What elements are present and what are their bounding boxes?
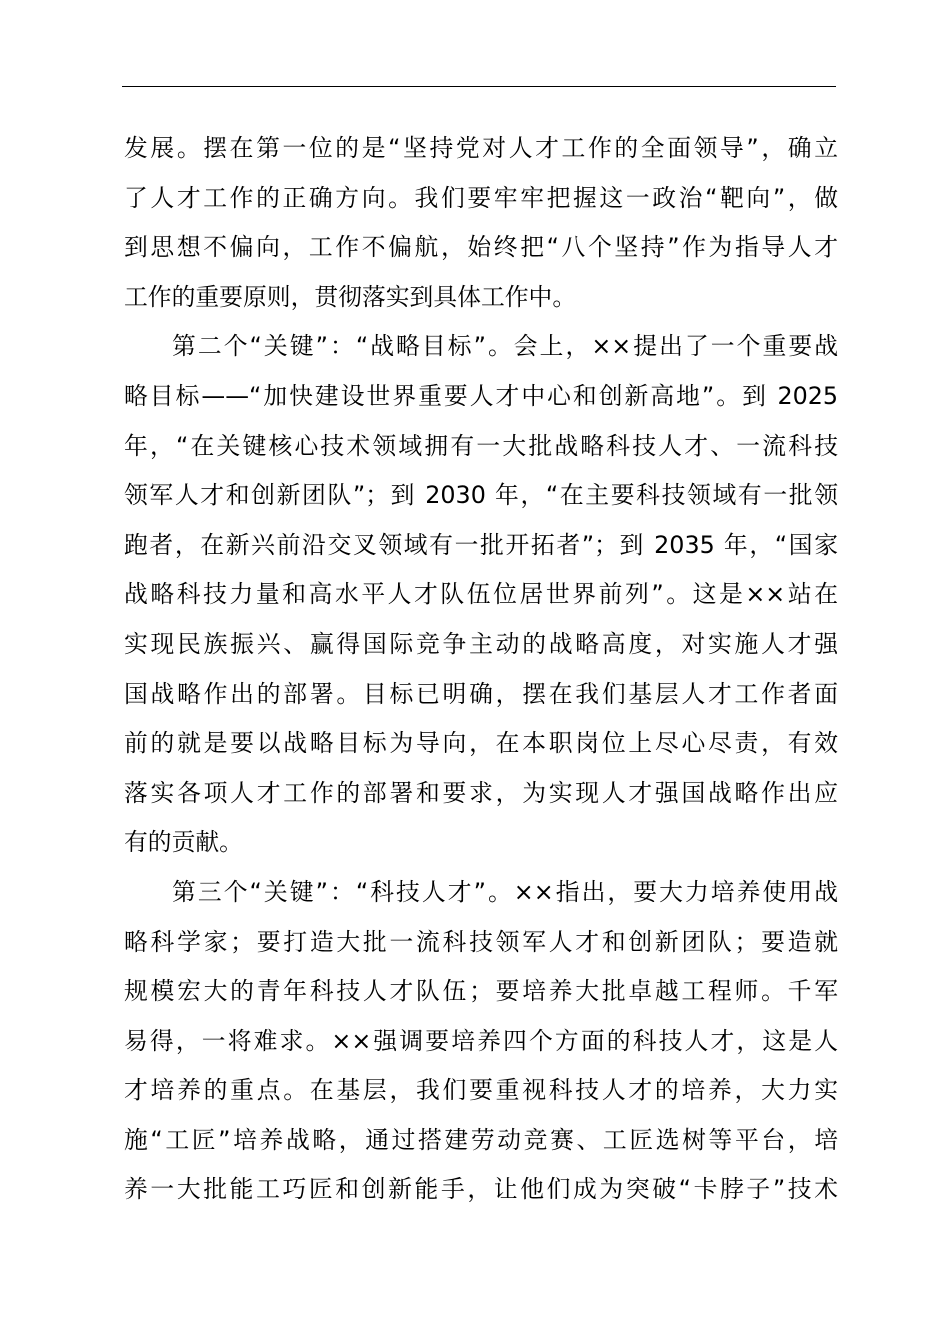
text-line: 到思想不偏向，工作不偏航，始终把“八个坚持”作为指导人才 xyxy=(124,233,838,262)
text-line: 跑者，在新兴前沿交叉领域有一批开拓者”；到 2035 年，“国家 xyxy=(124,530,838,559)
header-rule xyxy=(122,86,836,87)
text-line: 第三个“关键”：“科技人才”。××指出，要大力培养使用战 xyxy=(172,877,838,906)
text-line: 国战略作出的部署。目标已明确，摆在我们基层人才工作者面 xyxy=(124,679,838,708)
text-line: 发展。摆在第一位的是“坚持党对人才工作的全面领导”，确立 xyxy=(124,134,838,162)
text-line: 第二个“关键”：“战略目标”。会上，××提出了一个重要战 xyxy=(172,332,838,361)
text-line: 工作的重要原则，贯彻落实到具体工作中。 xyxy=(124,282,577,311)
document-body xyxy=(124,124,838,1215)
text-line: 领军人才和创新团队”；到 2030 年，“在主要科技领域有一批领 xyxy=(124,481,838,510)
text-line: 规模宏大的青年科技人才队伍；要培养大批卓越工程师。千军 xyxy=(124,977,838,1006)
text-line: 才培养的重点。在基层，我们要重视科技人才的培养，大力实 xyxy=(124,1076,838,1105)
text-line: 前的就是要以战略目标为导向，在本职岗位上尽心尽责，有效 xyxy=(124,729,838,758)
text-line: 战略科技力量和高水平人才队伍位居世界前列”。这是××站在 xyxy=(124,580,838,609)
text-line: 略科学家；要打造大批一流科技领军人才和创新团队；要造就 xyxy=(124,927,838,956)
text-line: 略目标——“加快建设世界重要人才中心和创新高地”。到 2025 xyxy=(124,381,838,410)
text-line: 落实各项人才工作的部署和要求，为实现人才强国战略作出应 xyxy=(124,778,838,807)
text-line: 易得，一将难求。××强调要培养四个方面的科技人才，这是人 xyxy=(124,1026,838,1055)
text-line: 年，“在关键核心技术领域拥有一大批战略科技人才、一流科技 xyxy=(124,431,838,460)
text-line: 养一大批能工巧匠和创新能手，让他们成为突破“卡脖子”技术 xyxy=(124,1175,838,1204)
text-line: 了人才工作的正确方向。我们要牢牢把握这一政治“靶向”，做 xyxy=(124,183,838,212)
text-line: 施“工匠”培养战略，通过搭建劳动竞赛、工匠选树等平台，培 xyxy=(124,1125,838,1154)
text-line: 有的贡献。 xyxy=(124,828,243,857)
text-line: 实现民族振兴、赢得国际竞争主动的战略高度，对实施人才强 xyxy=(124,629,838,658)
